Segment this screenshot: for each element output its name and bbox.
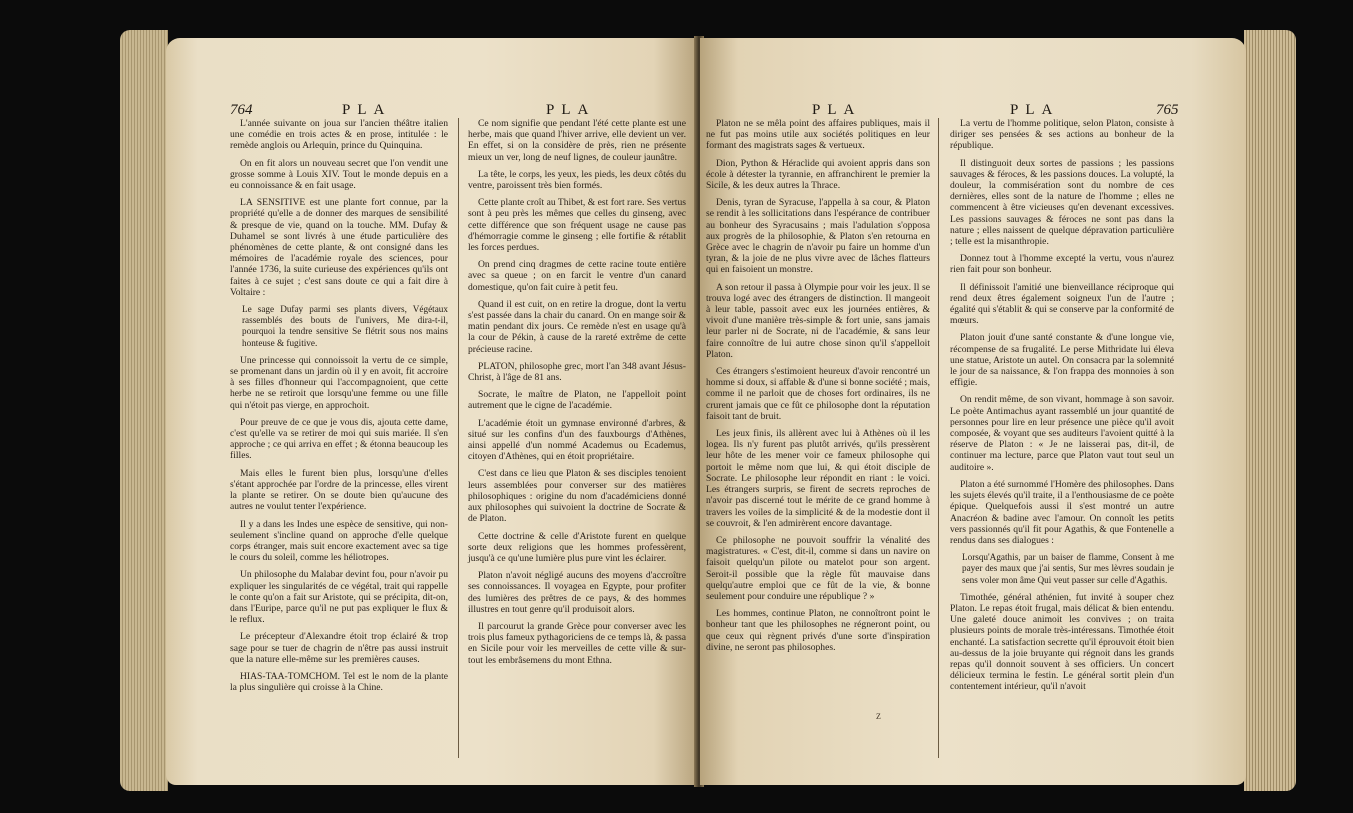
paragraph: On en fit alors un nouveau secret que l'on vendit une grosse somme à Louis XIV. Tout le monde depuis en a eu connoissance & en fait usage.	[230, 157, 448, 192]
paragraph: Quand il est cuit, on en retire la drogue, dont la vertu s'est passée dans la chair du canard. On en mange soir & matin pendant dix jours. Ce remède n'est en usage qu'à la cour de Pékin, à cause de la rareté extrême de cette précieuse racine.	[468, 298, 686, 355]
paragraph: PLATON, philosophe grec, mort l'an 348 avant Jésus-Christ, à l'âge de 81 ans.	[468, 360, 686, 384]
paragraph: Ces étrangers s'estimoient heureux d'avoir rencontré un homme si doux, si affable & d'une si bonne société ; mais, comme il ne parloit que de choses fort ordinaires, ils ne crurent jamais que ce fût ce philosophe dont la réputation faisoit tant de bruit.	[706, 366, 930, 422]
paragraph: A son retour il passa à Olympie pour voir les jeux. Il se trouva logé avec des étrangers de distinction. Il mangeoit à leur table, passoit avec eux les journées entières, & vivoit d'une manière très-simple & fort unie, sans jamais leur parler ni de Socrate, ni de l'académie, & sans leur faire connoître de lui autre chose sinon qu'il s'appelloit Platon.	[706, 281, 930, 360]
paragraph: Platon a été surnommé l'Homère des philosophes. Dans les sujets élevés qu'il traite, il a l'enthousiasme de ce poète épique. Quelquefois aussi il s'est montré un autre Anacréon & badine avec l'amour. On connoît les petits vers passionnés qu'il fit pour Agathis, & que Fontenelle a rendus dans ses dialogues :	[950, 478, 1174, 546]
paragraph: On rendit même, de son vivant, hommage à son savoir. Le poète Antimachus ayant rassemblé un jour quantité de personnes pour lire en leur présence une pièce qu'il avoit composée, & voyant que ses auditeurs l'avoient quitté à la réserve de Platon : « Je ne laisserai pas, dit-il, de continuer ma lecture, parce que Platon vaut tout seul un auditoire ».	[950, 394, 1174, 473]
paragraph: HIAS-TAA-TOMCHOM. Tel est le nom de la plante la plus singulière qui croisse à la Chine.	[230, 670, 448, 694]
paragraph: Il parcourut la grande Grèce pour converser avec les trois plus fameux pythagoriciens de ce temps là, & passa en Sicile pour voir les merveilles de cette ville & sur-tout les embrâsemens du mont Ethna.	[468, 620, 686, 666]
paragraph: Les jeux finis, ils allèrent avec lui à Athènes où il les logea. Ils n'y furent pas plutôt arrivés, qu'ils pressèrent leur hôte de les mener voir ce fameux philosophe qui portoit le même nom que lui, & qui étoit disciple de Socrate. Le philosophe leur répondit en riant : le voici. Les étrangers surpris, se firent de secrets reproches de n'avoir pas discerné tout le mérite de ce grand homme à travers les voiles de la simplicité & de la modestie dont il se couvroit, & l'en admirèrent encore davantage.	[706, 428, 930, 529]
page-number: 764	[230, 102, 253, 118]
text-column	[706, 118, 930, 659]
text-column	[230, 118, 448, 699]
column-rule	[938, 118, 939, 758]
paragraph: Timothée, général athénien, fut invité à souper chez Platon. Le repas étoit frugal, mais délicat & bien entendu. Une galeté douce animoit les convives ; on traita plusieurs points de morale très-intéressans. Timothée étoit enchanté. La satisfaction secrette qu'il éprouvoit étoit bien au-dessus de la joie bruyante qui régnoit dans les grands repas qu'il donnoit souvent à ses officiers. Un concert délicieux termina le festin. Le général sortit plein d'un contentement intérieur, qu'il n'avoit	[950, 591, 1174, 693]
paragraph: Cette doctrine & celle d'Aristote furent en quelque sorte deux religions que les hommes professèrent, jusqu'à ce qu'une lumière plus pure vint les éclairer.	[468, 530, 686, 564]
paragraph: Platon jouit d'une santé constante & d'une longue vie, récompense de sa frugalité. Le perse Mithridate lui éleva une statue, Aristote un autel. On consacra par la solemnité le jour de sa naissance, & l'on frappa des monnoies à son effigie.	[950, 332, 1174, 389]
paragraph: La tête, le corps, les yeux, les pieds, les deux côtés du ventre, paroissent très bien formés.	[468, 168, 686, 192]
column-rule	[458, 118, 459, 758]
paragraph: Les hommes, continue Platon, ne connoîtront point le bonheur tant que les philosophes ne régneront point, ou que ceux qui règnent privés d'une sorte d'inspiration divine, ne seront pas philosophes.	[706, 608, 930, 653]
paragraph: Socrate, le maître de Platon, ne l'appelloit point autrement que le cigne de l'académie.	[468, 389, 686, 412]
paragraph: Il définissoit l'amitié une bienveillance réciproque qui rend deux êtres également soigneux l'un de l'autre ; égalité qui s'établit & qui se conserve par la conformité de mœurs.	[950, 281, 1174, 327]
paragraph: Le précepteur d'Alexandre étoit trop éclairé & trop sage pour se tuer de chagrin de n'être pas aussi instruit que la nature elle-même sur les premières causes.	[230, 631, 448, 665]
paragraph: Cette plante croît au Thibet, & est fort rare. Ses vertus sont à peu près les mêmes que celles du ginseng, avec cette différence que son fréquent usage ne cause pas d'hémorragie comme le ginseng ; elle fortifie & rétablit les forces perdues.	[468, 197, 686, 254]
paragraph: Il distinguoit deux sortes de passions ; les passions sauvages & féroces, & les passions douces. La volupté, la douleur, la commisération sont du nombre de ces dernières, elles sont de la nature de l'homme ; elles ne commencent à être vicieuses qu'en devenant excessives. Les passions sauvages & féroces ne sont pas dans la nature ; elles naissent de quelque dépravation particulière ; telle est la misanthropie.	[950, 157, 1174, 248]
paragraph: Une princesse qui connoissoit la vertu de ce simple, se promenant dans un jardin où il y en avoit, fit accroire à ses filles d'honneur qui l'accompagnoient, que cette herbe ne se retiroit que lorsqu'une femme ou une fille qui n'étoit pas vierge, en approchoit.	[230, 354, 448, 411]
text-column	[468, 118, 686, 672]
paragraph: LA SENSITIVE est une plante fort connue, par la propriété qu'elle a de donner des marques de sensibilité & presque de vie, quand on la touche. MM. Dufay & Duhamel se sont livrés à une étude particulière des phénomènes de cette plante, & ont consigné dans les mémoires de l'académie royale des sciences, pour l'année 1736, la suite curieuse des expériences qu'ils ont faites à ce sujet ; c'est sans doute ce qui a fait dire à Voltaire :	[230, 197, 448, 298]
paragraph: Ce nom signifie que pendant l'été cette plante est une herbe, mais que quand l'hiver arrive, elle devient un ver. En effet, si on la considère de près, rien ne présente mieux un ver, long de neuf lignes, de couleur jaunâtre.	[468, 118, 686, 163]
text-column	[950, 118, 1174, 699]
right-page	[700, 38, 1246, 785]
running-head: PLA	[1010, 102, 1060, 118]
paragraph: Un philosophe du Malabar devint fou, pour n'avoir pu expliquer les singularités de ce végétal, trait qui rappelle le conte qu'on a fait sur Aristote, qui se précipita, dit-on, dans l'Euripe, parce qu'il ne put pas expliquer le flux & le reflux.	[230, 569, 448, 626]
running-head: PLA	[546, 102, 596, 118]
page-number: 765	[1156, 102, 1179, 118]
paragraph: On prend cinq dragmes de cette racine toute entière avec sa queue ; on en farcit le ventre d'un canard domestique, qu'on fait cuire à petit feu.	[468, 259, 686, 293]
paragraph: Lorsqu'Agathis, par un baiser de flamme, Consent à me payer des maux que j'ai sentis, Sur mes lèvres soudain je sens voler mon âme Qui veut passer sur celle d'Agathis.	[962, 552, 1174, 585]
paragraph: Donnez tout à l'homme excepté la vertu, vous n'aurez rien fait pour son bonheur.	[950, 253, 1174, 276]
paragraph: L'académie étoit un gymnase environné d'arbres, & situé sur les confins d'un des fauxbourgs d'Athènes, ainsi appellé d'un nommé Academus ou Ecademus, citoyen d'Athènes, qui en étoit propriétaire.	[468, 417, 686, 463]
page-stack-right	[1244, 30, 1296, 791]
paragraph: Platon ne se mêla point des affaires publiques, mais il ne fut pas moins utile aux sociétés politiques en leur formant des magistrats sages & vertueux.	[706, 118, 930, 152]
paragraph: Platon n'avoit négligé aucuns des moyens d'accroître ses connoissances. Il voyagea en Egypte, pour profiter des lumières des prêtres de ce pays, & des hommes illustres en tout genre qu'il produisoit alors.	[468, 570, 686, 615]
paragraph: Pour preuve de ce que je vous dis, ajouta cette dame, c'est qu'elle va se retirer de moi qui suis mariée. Il s'en approche ; ce qui arriva en effet ; & étonna beaucoup les filles.	[230, 416, 448, 462]
paragraph: Il y a dans les Indes une espèce de sensitive, qui non-seulement s'incline quand on approche d'elle quelque corps étranger, mais suit encore exactement avec sa tige le cours du soleil, comme les héliotropes.	[230, 518, 448, 564]
running-head: PLA	[342, 102, 392, 118]
page-stack-left	[120, 30, 168, 791]
signature-mark: Z	[876, 712, 881, 721]
paragraph: L'année suivante on joua sur l'ancien théâtre italien une comédie en trois actes & en prose, intitulée : le remède anglois ou Arlequin, prince du Quinquina.	[230, 118, 448, 152]
paragraph: Denis, tyran de Syracuse, l'appella à sa cour, & Platon se rendit à les sollicitations dans l'espérance de contribuer au bonheur des Syracusains ; mais l'adulation s'opposa aux progrès de la philosophie, & Platon s'en retourna en Grèce avec le chagrin de n'avoir pu faire un homme d'un tyran, & la joie de ne plus vivre avec de lâches flatteurs qui en faisoient un monstre.	[706, 197, 930, 276]
paragraph: C'est dans ce lieu que Platon & ses disciples tenoient leurs assemblées pour converser sur des matières philosophiques : origine du nom d'académiciens donné aux philosophes qui suivoient la doctrine de Socrate & de Platon.	[468, 468, 686, 525]
left-page	[166, 38, 696, 785]
paragraph: La vertu de l'homme politique, selon Platon, consiste à diriger ses pensées & ses actions au bonheur de la république.	[950, 118, 1174, 152]
paragraph: Mais elles le furent bien plus, lorsqu'une d'elles s'étant approchée par l'ordre de la princesse, elles virent la plante se retirer. On se doute bien qu'aucune des autres ne voulut tenter l'expérience.	[230, 467, 448, 513]
paragraph: Le sage Dufay parmi ses plants divers, Végétaux rassemblés des bouts de l'univers, Me dira-t-il, pourquoi la tendre sensitive Se flétrit sous nos mains honteuse & fugitive.	[242, 304, 448, 348]
running-head: PLA	[812, 102, 862, 118]
paragraph: Dion, Python & Héraclide qui avoient appris dans son école à détester la tyrannie, en affranchirent le premier la Sicile, & les deux autres la Thrace.	[706, 157, 930, 192]
paragraph: Ce philosophe ne pouvoit souffrir la vénalité des magistratures. « C'est, dit-il, comme si dans un navire on faisoit quelqu'un pilote ou matelot pour son argent. Seroit-il possible que la règle fût mauvaise dans quelqu'autre emploi que ce fût de la vie, & bonne seulement pour conduire une république ? »	[706, 534, 930, 602]
